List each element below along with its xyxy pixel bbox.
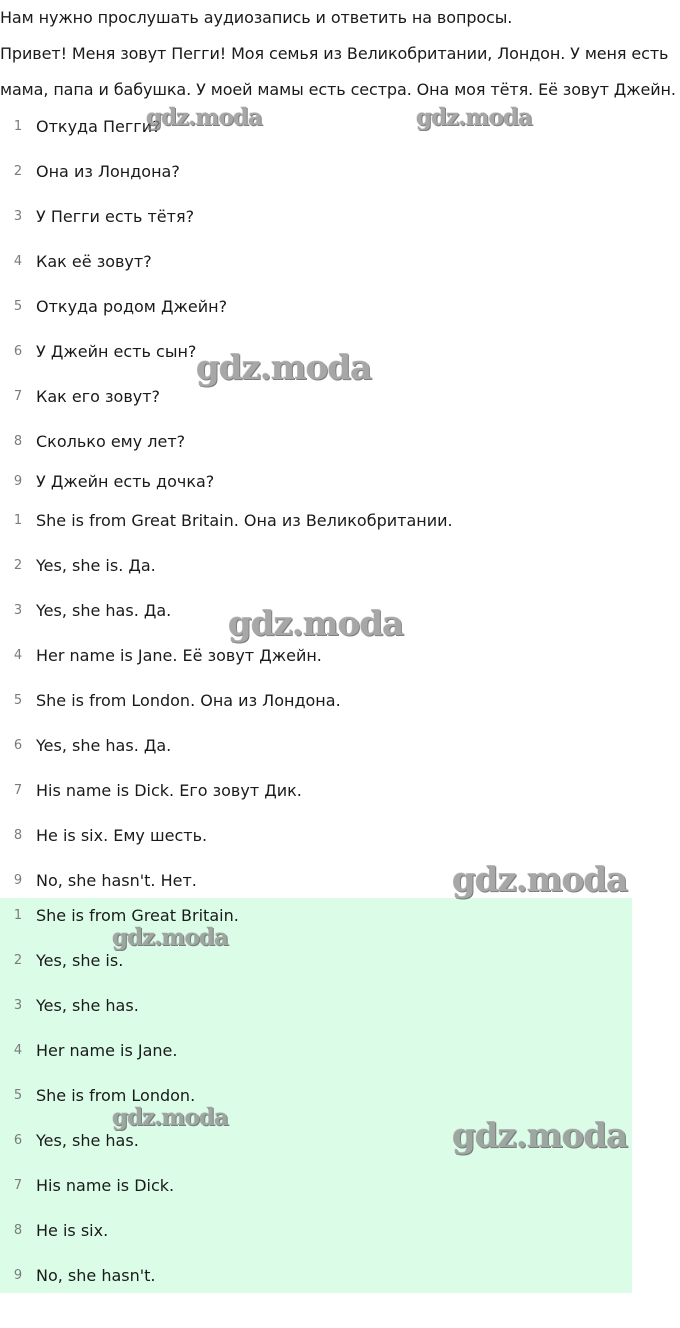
list-item [0,498,680,543]
item-number: 5 [13,1088,23,1103]
item-text: Yes, she has. Да. [36,736,172,755]
item-text: Она из Лондона? [36,162,180,181]
item-text: She is from Great Britain. [36,906,239,925]
item-number: 1 [13,513,23,528]
list-item [0,1208,680,1253]
item-number: 8 [13,1223,23,1238]
item-text: У Джейн есть сын? [36,342,197,361]
list-item [0,678,680,723]
item-number: 4 [13,254,23,269]
item-text: У Джейн есть дочка? [36,472,215,491]
watermark: gdz.moda [452,1116,628,1156]
item-number: 3 [13,998,23,1013]
item-number: 3 [13,603,23,618]
item-number: 7 [13,783,23,798]
item-number: 9 [13,474,23,489]
list-item [0,239,680,284]
item-number: 3 [13,209,23,224]
list-item [0,149,680,194]
questions-list [0,104,680,499]
story-line-1: Привет! Меня зовут Пегги! Моя семья из Великобритании, Лондон. У меня есть [0,44,669,63]
list-item [0,633,680,678]
item-text: Yes, she has. [36,996,139,1015]
item-number: 2 [13,558,23,573]
item-text: Her name is Jane. [36,1041,178,1060]
list-item [0,543,680,588]
item-text: Откуда родом Джейн? [36,297,228,316]
item-number: 2 [13,953,23,968]
item-text: Сколько ему лет? [36,432,186,451]
item-number: 5 [13,693,23,708]
list-item [0,983,680,1028]
item-number: 1 [13,908,23,923]
list-item [0,194,680,239]
short-answers-list [0,893,680,1298]
item-text: У Пегги есть тётя? [36,207,195,226]
list-item [0,284,680,329]
item-text: His name is Dick. Его зовут Дик. [36,781,302,800]
list-item [0,813,680,858]
list-item [0,588,680,633]
item-text: Откуда Пегги? [36,117,161,136]
item-text: Yes, she has. [36,1131,139,1150]
list-item [0,374,680,419]
watermark: gdz.moda [452,860,628,900]
item-text: Yes, she is. Да. [36,556,156,575]
item-number: 6 [13,1133,23,1148]
item-text: She is from London. [36,1086,196,1105]
item-number: 9 [13,1268,23,1283]
item-text: She is from Great Britain. Она из Великобритании. [36,511,453,530]
item-text: No, she hasn't. [36,1266,156,1285]
item-number: 8 [13,434,23,449]
intro-text [0,0,680,108]
item-text: Yes, she is. [36,951,124,970]
list-item [0,723,680,768]
item-text: His name is Dick. [36,1176,175,1195]
item-text: Как его зовут? [36,387,161,406]
item-text: She is from London. Она из Лондона. [36,691,341,710]
item-number: 9 [13,873,23,888]
item-number: 4 [13,648,23,663]
watermark: gdz.moda [146,104,262,131]
watermark: gdz.moda [196,348,372,388]
watermark: gdz.moda [112,924,228,951]
list-item [0,419,680,464]
item-number: 6 [13,738,23,753]
list-item [0,1028,680,1073]
item-text: No, she hasn't. Нет. [36,871,197,890]
item-text: Как её зовут? [36,252,152,271]
item-number: 2 [13,164,23,179]
list-item [0,1118,680,1163]
watermark: gdz.moda [228,604,404,644]
item-number: 7 [13,1178,23,1193]
list-item [0,1073,680,1118]
item-number: 4 [13,1043,23,1058]
item-text: He is six. [36,1221,109,1240]
item-number: 7 [13,389,23,404]
list-item [0,1163,680,1208]
item-text: He is six. Ему шесть. [36,826,208,845]
list-item [0,464,680,499]
story-line-2: мама, папа и бабушка. У моей мамы есть сестра. Она моя тётя. Её зовут Джейн. [0,80,676,99]
item-text: Her name is Jane. Её зовут Джейн. [36,646,322,665]
item-number: 8 [13,828,23,843]
list-item [0,329,680,374]
answers-list [0,498,680,903]
task-instruction: Нам нужно прослушать аудиозапись и ответить на вопросы. [0,8,513,27]
watermark: gdz.moda [416,104,532,131]
list-item [0,893,680,938]
watermark: gdz.moda [112,1104,228,1131]
list-item [0,938,680,983]
item-number: 5 [13,299,23,314]
item-text: Yes, she has. Да. [36,601,172,620]
list-item [0,768,680,813]
item-number: 6 [13,344,23,359]
item-number: 1 [13,119,23,134]
list-item [0,1253,680,1298]
list-item [0,104,680,149]
